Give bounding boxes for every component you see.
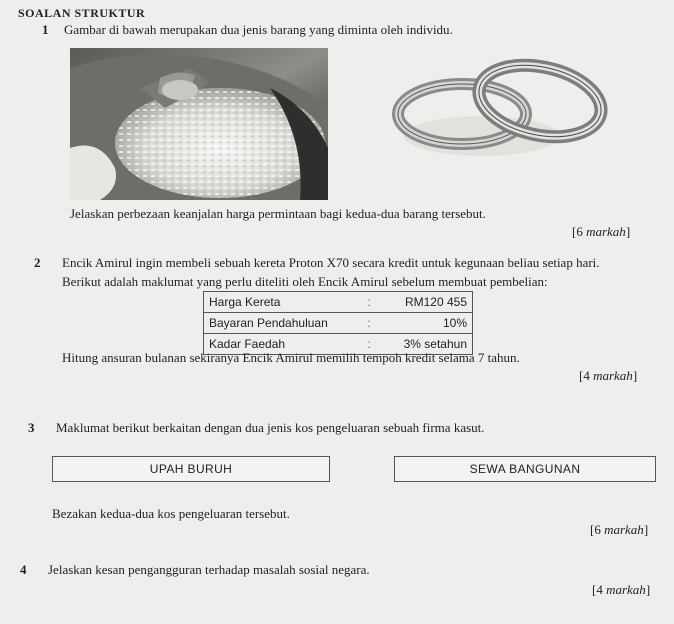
q1-number: 1 [42, 22, 49, 37]
table-cell-label: Bayaran Pendahuluan [204, 313, 355, 334]
table-row [204, 292, 473, 313]
section-title: SOALAN STRUKTUR [18, 6, 146, 20]
q3-marks-number: 6 [594, 522, 601, 537]
q4-marks: [4 markah] [592, 582, 651, 597]
table-cell-value: RM120 455 [384, 292, 473, 313]
q2-line1: Encik Amirul ingin membeli sebuah kereta Proton X70 secara kredit untuk kegunaan beliau setiap hari. [62, 255, 600, 270]
q1-marks: [6 markah] [572, 224, 631, 239]
table-cell-separator: : [354, 292, 384, 313]
q3-text: Maklumat berikut berkaitan dengan dua jenis kos pengeluaran sebuah firma kasut. [56, 420, 485, 435]
table-row [204, 313, 473, 334]
car-info-table [203, 291, 473, 355]
table-cell-label: Kadar Faedah [204, 334, 355, 355]
q3-marks-word: markah [604, 522, 644, 537]
table-cell-value: 3% setahun [384, 334, 473, 355]
q4-marks-word: markah [606, 582, 646, 597]
q2-question: Hitung ansuran bulanan sekiranya Encik Amirul memilih tempoh kredit selama 7 tahun. [62, 350, 520, 365]
table-cell-separator: : [354, 313, 384, 334]
q2-number: 2 [34, 255, 41, 270]
table-cell-separator: : [354, 334, 384, 355]
q3-question: Bezakan kedua-dua kos pengeluaran tersebut. [52, 506, 290, 521]
q4-number: 4 [20, 562, 27, 577]
rice-grains-photo [70, 48, 328, 200]
table-cell-value: 10% [384, 313, 473, 334]
q3-marks: [6 markah] [590, 522, 649, 537]
q2-marks: [4 markah] [579, 368, 638, 383]
q1-text: Gambar di bawah merupakan dua jenis barang yang diminta oleh individu. [64, 22, 453, 37]
q1-marks-word: markah [586, 224, 626, 239]
q2-line2: Berikut adalah maklumat yang perlu diteliti oleh Encik Amirul sebelum membuat pembelian: [62, 274, 548, 289]
q2-marks-word: markah [593, 368, 633, 383]
wedding-rings-photo [390, 56, 612, 168]
cost-box-labour: UPAH BURUH [52, 456, 330, 482]
q1-marks-number: 6 [576, 224, 583, 239]
table-cell-label: Harga Kereta [204, 292, 355, 313]
cost-box-rent: SEWA BANGUNAN [394, 456, 656, 482]
q3-number: 3 [28, 420, 35, 435]
q4-text: Jelaskan kesan pengangguran terhadap masalah sosial negara. [48, 562, 370, 577]
q2-marks-number: 4 [583, 368, 590, 383]
q4-marks-number: 4 [596, 582, 603, 597]
q1-instruction: Jelaskan perbezaan keanjalan harga permintaan bagi kedua-dua barang tersebut. [70, 206, 486, 221]
